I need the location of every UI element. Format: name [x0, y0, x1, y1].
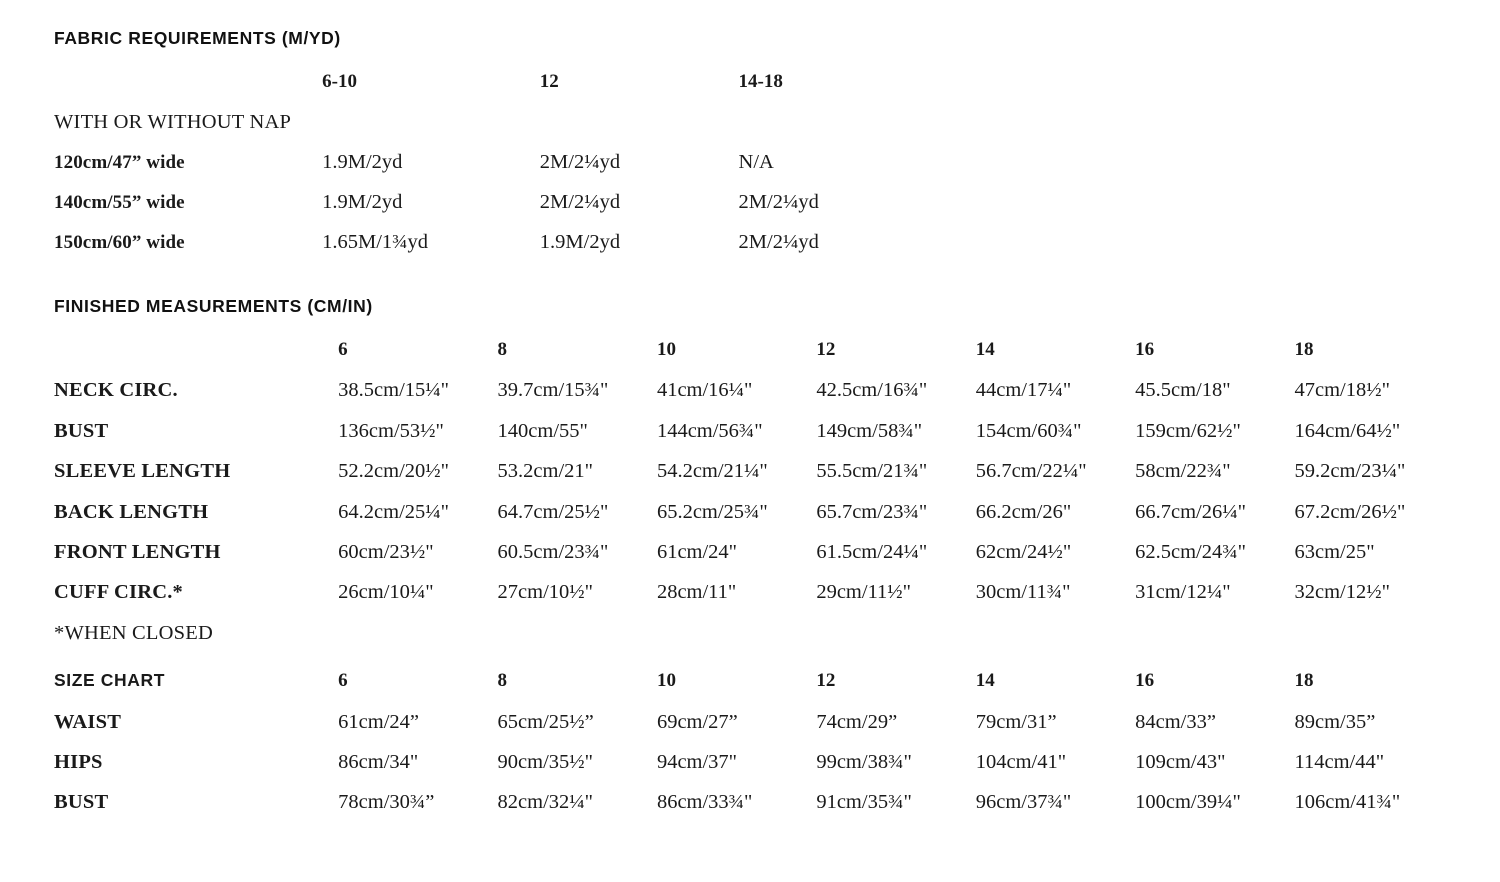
size-chart-cell-1-3: 99cm/38¾": [816, 750, 912, 773]
table-row: [54, 791, 1454, 831]
size-chart-cell-2-5: 100cm/39¼": [1135, 791, 1241, 814]
finished-cell-2-4: 56.7cm/22¼": [975, 460, 1087, 483]
size-chart-cell-0-5: 84cm/33”: [1135, 710, 1216, 733]
size-chart-cell-1-5: 109cm/43": [1135, 750, 1226, 773]
finished-row-label-5: CUFF CIRC.*: [54, 581, 183, 604]
size-chart-cell-2-3: 91cm/35¾": [816, 791, 912, 814]
finished-measurements-heading: FINISHED MEASUREMENTS (CM/IN): [54, 296, 373, 316]
table-row: [54, 541, 1454, 581]
size-chart-size-header-2: 10: [656, 670, 676, 692]
finished-cell-1-0: 136cm/53½": [338, 419, 444, 442]
finished-size-header-4: 14: [975, 339, 995, 360]
fabric-cell-0-1: 2M/2¼yd: [539, 151, 621, 173]
fabric-size-header-2: 14-18: [738, 71, 783, 92]
finished-row-label-1: BUST: [54, 419, 109, 442]
size-chart-cell-0-4: 79cm/31”: [975, 710, 1057, 733]
fabric-cell-2-1: 1.9M/2yd: [539, 231, 621, 253]
fabric-size-header-0: 6-10: [322, 71, 357, 92]
finished-row-label-2: SLEEVE LENGTH: [54, 460, 231, 483]
size-chart-cell-0-0: 61cm/24”: [338, 710, 419, 733]
size-chart-cell-0-1: 65cm/25½”: [497, 710, 594, 733]
size-chart-cell-1-1: 90cm/35½": [497, 750, 594, 773]
table-row: [54, 420, 1454, 460]
finished-cell-1-2: 144cm/56¾": [656, 419, 763, 442]
fabric-row-label-2: 150cm/60” wide: [54, 232, 185, 253]
finished-cell-4-6: 63cm/25": [1294, 540, 1375, 563]
size-chart-cell-0-2: 69cm/27”: [656, 710, 738, 733]
size-chart-size-header-3: 12: [816, 670, 836, 692]
finished-size-header-3: 12: [816, 339, 836, 360]
finished-cell-0-0: 38.5cm/15¼": [338, 379, 450, 402]
fabric-cell-0-0: 1.9M/2yd: [322, 151, 403, 173]
size-chart-header-row: [54, 670, 1454, 710]
finished-size-header-2: 10: [656, 339, 676, 360]
finished-footnote: *WHEN CLOSED: [54, 621, 213, 644]
finished-cell-5-6: 32cm/12½": [1294, 581, 1390, 604]
finished-cell-4-2: 61cm/24": [656, 540, 738, 563]
finished-cell-4-3: 61.5cm/24¼": [816, 540, 928, 563]
finished-corner-cell: [54, 339, 338, 379]
finished-cell-4-4: 62cm/24½": [975, 540, 1072, 563]
finished-cell-5-1: 27cm/10½": [497, 581, 594, 604]
size-chart-cell-1-6: 114cm/44": [1294, 750, 1385, 773]
fabric-cell-2-0: 1.65M/1¾yd: [322, 231, 429, 253]
fabric-corner-cell: [54, 71, 322, 111]
size-chart-cell-1-0: 86cm/34": [338, 750, 419, 773]
fabric-nap-row: [54, 111, 1054, 151]
size-chart-size-header-5: 16: [1135, 670, 1155, 692]
finished-cell-3-6: 67.2cm/26½": [1294, 500, 1406, 523]
finished-cell-0-5: 45.5cm/18": [1135, 379, 1231, 402]
finished-cell-2-1: 53.2cm/21": [497, 460, 594, 483]
finished-row-label-4: FRONT LENGTH: [54, 540, 221, 563]
finished-cell-0-1: 39.7cm/15¾": [497, 379, 609, 402]
size-chart-cell-2-4: 96cm/37¾": [975, 791, 1072, 814]
fabric-cell-1-2: 2M/2¼yd: [738, 191, 819, 213]
finished-size-header-1: 8: [497, 339, 508, 360]
finished-cell-0-2: 41cm/16¼": [656, 379, 753, 402]
table-row: [54, 231, 1054, 271]
fabric-row-label-1: 140cm/55” wide: [54, 192, 185, 213]
finished-header-row: [54, 339, 1454, 379]
finished-cell-2-6: 59.2cm/23¼": [1294, 460, 1406, 483]
fabric-size-header-1: 12: [539, 71, 559, 92]
finished-cell-3-4: 66.2cm/26": [975, 500, 1072, 523]
finished-cell-2-5: 58cm/22¾": [1135, 460, 1231, 483]
finished-row-label-0: NECK CIRC.: [54, 379, 178, 402]
size-chart-cell-2-6: 106cm/41¾": [1294, 791, 1401, 814]
size-chart-size-header-1: 8: [497, 670, 508, 692]
finished-cell-1-5: 159cm/62½": [1135, 419, 1241, 442]
finished-cell-3-5: 66.7cm/26¼": [1135, 500, 1246, 523]
finished-cell-0-6: 47cm/18½": [1294, 379, 1390, 402]
fabric-row-label-0: 120cm/47” wide: [54, 152, 185, 173]
fabric-cell-1-0: 1.9M/2yd: [322, 191, 403, 213]
fabric-table-header-row: [54, 71, 1054, 111]
finished-cell-4-0: 60cm/23½": [338, 540, 434, 563]
size-chart-cell-2-2: 86cm/33¾": [656, 791, 753, 814]
table-row: [54, 191, 1054, 231]
table-row: [54, 379, 1454, 419]
size-chart-cell-2-1: 82cm/32¼": [497, 791, 594, 814]
finished-size-header-0: 6: [338, 339, 348, 360]
size-chart-cell-0-3: 74cm/29”: [816, 710, 898, 733]
finished-cell-0-4: 44cm/17¼": [975, 379, 1072, 402]
size-chart-size-header-6: 18: [1294, 670, 1314, 692]
finished-cell-5-5: 31cm/12¼": [1135, 581, 1231, 604]
fabric-cell-1-1: 2M/2¼yd: [539, 191, 621, 213]
table-row: [54, 151, 1054, 191]
footnote-row: [54, 622, 1454, 662]
table-row: [54, 460, 1454, 500]
size-chart-size-header-0: 6: [338, 670, 348, 692]
finished-measurements-table: [54, 339, 1454, 662]
finished-cell-2-0: 52.2cm/20½": [338, 460, 450, 483]
size-chart-cell-1-4: 104cm/41": [975, 750, 1067, 773]
finished-cell-2-2: 54.2cm/21¼": [656, 460, 768, 483]
size-chart-row-label-2: BUST: [54, 791, 109, 814]
table-row: [54, 581, 1454, 621]
finished-cell-4-5: 62.5cm/24¾": [1135, 540, 1246, 563]
fabric-cell-0-2: N/A: [738, 151, 774, 173]
finished-cell-1-4: 154cm/60¾": [975, 419, 1082, 442]
fabric-requirements-table: [54, 71, 1054, 271]
finished-cell-4-1: 60.5cm/23¾": [497, 540, 609, 563]
size-chart-heading: SIZE CHART: [54, 670, 165, 691]
finished-cell-1-1: 140cm/55": [497, 419, 588, 442]
finished-cell-0-3: 42.5cm/16¾": [816, 379, 928, 402]
finished-cell-2-3: 55.5cm/21¾": [816, 460, 928, 483]
fabric-nap-note: WITH OR WITHOUT NAP: [54, 111, 292, 133]
finished-size-header-5: 16: [1135, 339, 1155, 360]
table-row: [54, 711, 1454, 751]
fabric-cell-2-2: 2M/2¼yd: [738, 231, 819, 253]
size-chart-row-label-0: WAIST: [54, 710, 122, 733]
finished-cell-5-0: 26cm/10¼": [338, 581, 434, 604]
finished-cell-5-3: 29cm/11½": [816, 581, 912, 604]
finished-cell-3-2: 65.2cm/25¾": [656, 500, 768, 523]
size-chart-row-label-1: HIPS: [54, 750, 103, 773]
size-chart-size-header-4: 14: [975, 670, 995, 692]
fabric-requirements-heading: FABRIC REQUIREMENTS (M/YD): [54, 28, 341, 48]
table-row: [54, 751, 1454, 791]
finished-size-header-6: 18: [1294, 339, 1314, 360]
size-chart-cell-1-2: 94cm/37": [656, 750, 738, 773]
finished-cell-5-2: 28cm/11": [656, 581, 737, 604]
finished-row-label-3: BACK LENGTH: [54, 500, 209, 523]
size-chart-table: [54, 670, 1454, 832]
finished-cell-3-0: 64.2cm/25¼": [338, 500, 450, 523]
finished-cell-1-3: 149cm/58¾": [816, 419, 923, 442]
finished-cell-3-3: 65.7cm/23¾": [816, 500, 928, 523]
size-chart-cell-2-0: 78cm/30¾”: [338, 791, 435, 814]
table-row: [54, 501, 1454, 541]
finished-cell-1-6: 164cm/64½": [1294, 419, 1401, 442]
finished-cell-3-1: 64.7cm/25½": [497, 500, 609, 523]
finished-cell-5-4: 30cm/11¾": [975, 581, 1071, 604]
size-chart-cell-0-6: 89cm/35”: [1294, 710, 1376, 733]
